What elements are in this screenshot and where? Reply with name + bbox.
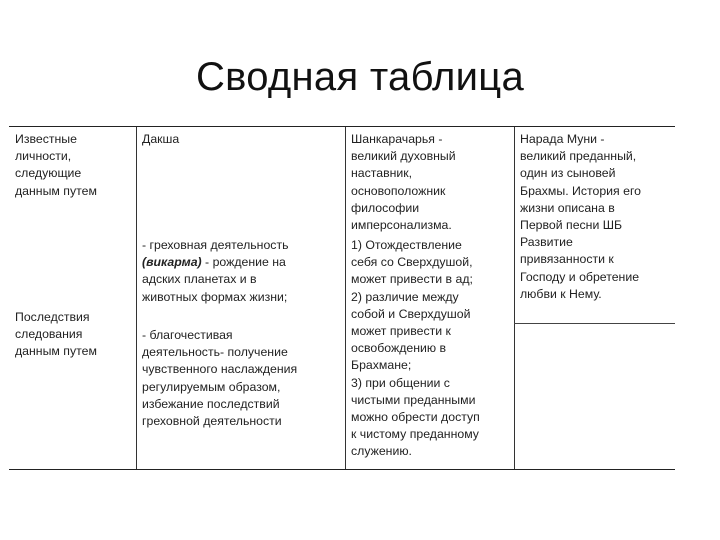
column-divider [514, 127, 515, 469]
narada-text: Нарада Муни - великий преданный, один из сыновей Брахмы. История его жизни описана в Первой песни ШБ Развитие привязанности к Господу и обретение любви к Нему. [520, 132, 642, 301]
shankaracharya-intro: Шанкарачарья - великий духовный наставник, основоположник философии имперсонализма. [351, 132, 456, 233]
row-header-consequences: Последствия следования данным путем [15, 310, 97, 359]
daksha-point-sinful: - греховная деятельность (викарма) - рождение на адских планетах и в животных формах жизни; [142, 238, 289, 304]
daksha-name: Дакша [142, 132, 180, 146]
vikarma-term: (викарма) [142, 255, 202, 270]
column-divider [136, 127, 137, 469]
slide-title: Сводная таблица [195, 55, 525, 99]
shankaracharya-consequences: 1) Отождествление себя со Сверхдушой, может привести в ад; 2) различие между собой и Сверхдушой может привести к освобождению в Брахмане; 3) при общении с чистыми преданными можно обрести доступ к чистому преданному служению. [351, 238, 480, 459]
column-divider [345, 127, 346, 469]
row-divider [514, 323, 675, 324]
daksha-point-pious: - благочестивая деятельность- получение чувственного наслаждения регулируемым образом, избежание последствий греховной деятельности [142, 328, 298, 429]
row-header-known-people: Известные личности, следующие данным путем [15, 132, 97, 198]
summary-table [9, 126, 675, 470]
